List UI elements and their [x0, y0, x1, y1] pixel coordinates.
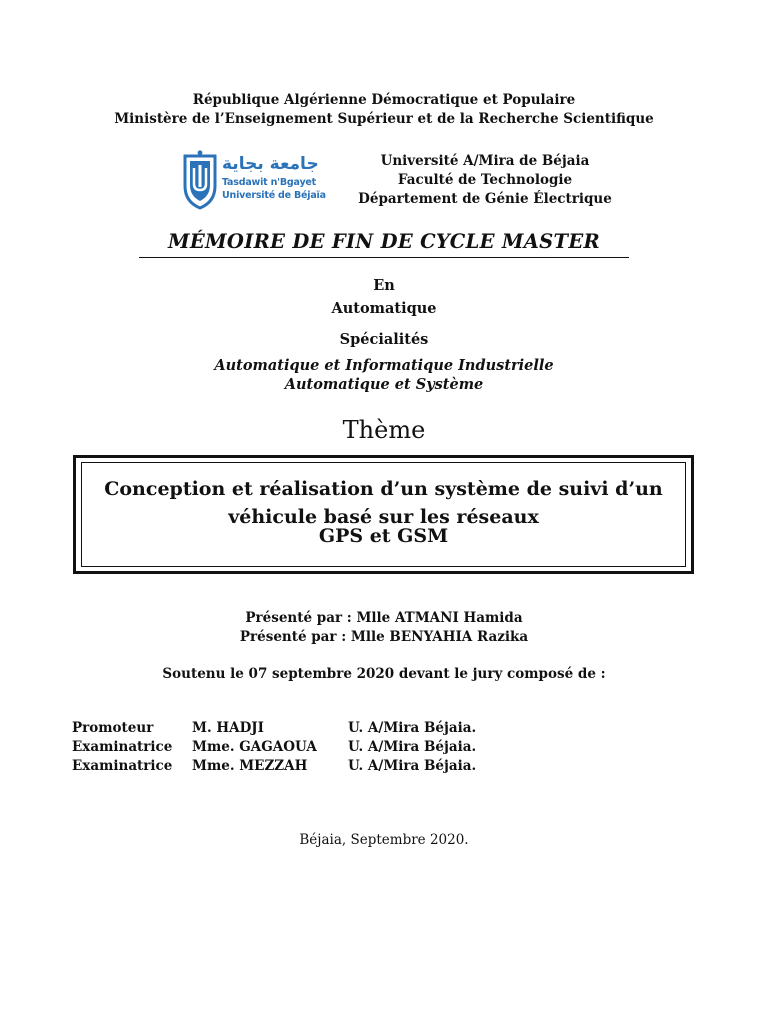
university-logo — [182, 150, 326, 212]
title-underline — [139, 257, 629, 258]
jury-role: Examinatrice — [72, 758, 173, 774]
place-and-date: Béjaia, Septembre 2020. — [299, 832, 469, 848]
university-name: Université A/Mira de Béjaia — [380, 153, 590, 169]
republic-line: République Algérienne Démocratique et Populaire — [192, 92, 576, 108]
jury-role: Promoteur — [72, 720, 154, 736]
memoire-title: MÉMOIRE DE FIN DE CYCLE MASTER — [167, 230, 601, 253]
jury-institution: U. A/Mira Béjaia. — [348, 739, 477, 755]
presenter-2: Présenté par : Mlle BENYAHIA Razika — [239, 629, 529, 645]
thesis-title-line-3: GPS et GSM — [318, 525, 449, 547]
specialite-2: Automatique et Système — [284, 376, 484, 393]
logo-arabic-text: جامعة بجاية — [222, 154, 319, 174]
department-name: Département de Génie Électrique — [358, 191, 612, 207]
logo-french-text: Université de Béjaïa — [222, 190, 326, 201]
specialites-label: Spécialités — [339, 331, 429, 348]
jury-institution: U. A/Mira Béjaia. — [348, 758, 477, 774]
presenter-1: Présenté par : Mlle ATMANI Hamida — [245, 610, 523, 626]
field-domain: Automatique — [331, 300, 437, 317]
ministry-line: Ministère de l’Enseignement Supérieur et de la Recherche Scientifique — [114, 111, 654, 127]
jury-name: Mme. MEZZAH — [192, 758, 308, 774]
shield-icon — [182, 150, 218, 210]
field-en: En — [373, 277, 395, 294]
thesis-title-line-1: Conception et réalisation d’un système de suivi d’un — [104, 478, 663, 500]
defense-statement: Soutenu le 07 septembre 2020 devant le jury composé de : — [162, 666, 606, 682]
specialite-1: Automatique et Informatique Industrielle — [214, 357, 554, 374]
jury-role: Examinatrice — [72, 739, 173, 755]
thesis-title-line-2: véhicule basé sur les réseaux — [228, 506, 539, 528]
jury-name: Mme. GAGAOUA — [192, 739, 317, 755]
jury-name: M. HADJI — [192, 720, 264, 736]
theme-label: Thème — [342, 416, 426, 444]
faculty-name: Faculté de Technologie — [397, 172, 573, 188]
jury-institution: U. A/Mira Béjaia. — [348, 720, 477, 736]
logo-kabyle-text: Tasdawit n'Bgayet — [222, 177, 317, 188]
